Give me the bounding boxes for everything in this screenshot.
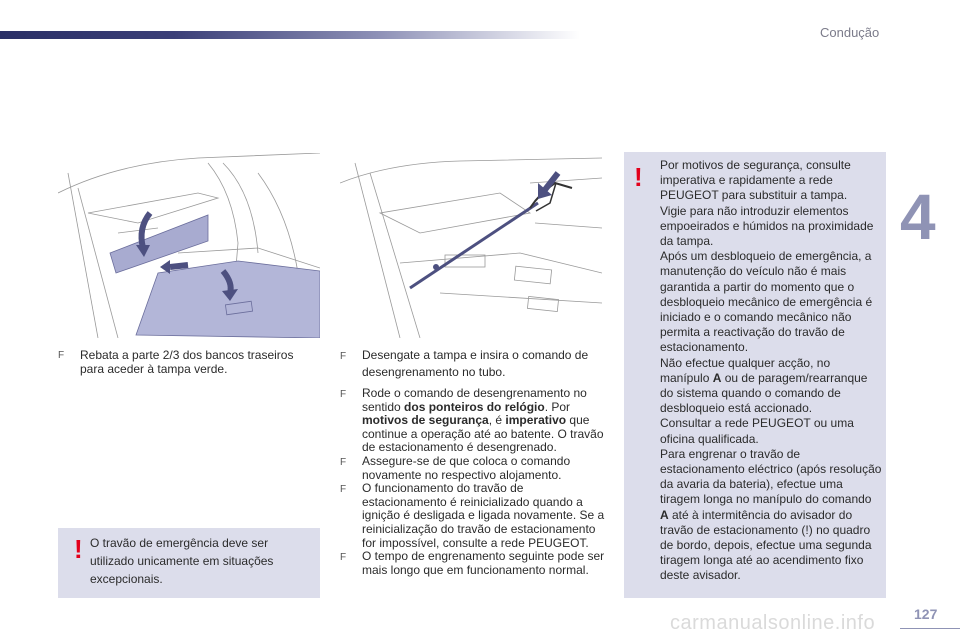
step-engage-time [340,550,605,577]
warning-para-4-a: Não efectue qualquer acção, no manípulo [660,355,831,385]
step-text: Assegure-se de que coloca o comando novamente no respectivo alojamento. [362,453,571,482]
release-tool [410,203,538,288]
step-insert-tool [340,347,605,381]
seatback-highlight [110,215,208,273]
illustration-release-tool [340,153,602,338]
bullet-mark: F [340,389,347,400]
step-rotate-tool [340,387,605,455]
warning-para-3: Após um desbloqueio de emergência, a manutenção do veículo não é mais garantida a partir do momento que o desbloqueio mecânico de emergência é iniciado e o comando mecânico não permita a reactivação do travão de estacionamento. [660,249,873,355]
step-fold-seat [58,348,308,377]
step-text-d: que continue a operação até ao batente. O travão de estacionamento é desengrenado. [362,413,604,455]
bullet-mark: F [340,552,347,564]
warning-para-6-bold: A [660,507,669,522]
warning-icon: ! [634,162,643,192]
step-text-b: . Por [544,399,571,414]
release-steps [340,347,605,577]
warning-safety-text [660,158,882,584]
seat-cushion-highlight [136,261,320,338]
page-number: 127 [914,606,938,622]
illustration-seat-folding [58,153,320,338]
warning-para-6-b: até à intermitência do avisador do travão de estacionamento (!) no quadro de bordo, depois, efectue uma segunda tiragem longa até ao acendimento fixo deste avisador. [660,507,872,583]
release-tool-drawing [340,153,602,338]
step-store-tool [340,455,605,482]
page-number-rule [900,628,960,629]
warning-para-6 [660,447,882,584]
step-text: Desengate a tampa e insira o comando de desengrenamento no tubo. [362,348,589,379]
warning-para-1: Por motivos de segurança, consulte imperativa e rapidamente a rede PEUGEOT para substituir a tampa. [660,158,851,203]
warning-icon: ! [74,534,83,564]
bullet-mark: F [340,484,347,496]
step-text-bold-a: dos ponteiros do relógio [404,399,545,414]
warning-safety [624,152,886,598]
step-text-c: , é [488,413,506,428]
step-reset-info [340,482,605,550]
warning-para-4-bold: A [712,370,722,385]
warning-para-4 [660,356,882,417]
seat-folding-drawing [58,153,320,338]
step-fold-seat-text: Rebata a parte 2/3 dos bancos traseiros para aceder à tampa verde. [80,348,294,377]
warning-para-4-b: ou de paragem/rearranque do sistema quando o comando de desbloqueio está accionado. [660,370,868,416]
bullet-mark: F [340,351,347,362]
section-title: Condução [820,25,880,40]
bullet-mark: F [340,456,347,468]
step-text-bold-c: imperativo [505,413,567,428]
warning-emergency-brake [58,528,320,598]
watermark: carmanualsonline.info [670,612,876,634]
step-text: O tempo de engrenamento seguinte pode ser mais longo que em funcionamento normal. [362,549,605,577]
chapter-number: 4 [900,181,936,253]
step-text: O funcionamento do travão de estacionamento é reinicializado quando a ignição é desligada e ligada novamente. Se a reinicialização do travão de estacionamento for impossível, consulte a rede PEUGEOT. [362,481,605,550]
step-text-a: Rode o comando de desengrenamento no sentido [362,386,587,414]
warning-para-6-a: Para engrenar o travão de estacionamento eléctrico (após resolução da avaria da bateria), efectue uma tiragem longa no manípulo do comando [660,446,882,507]
warning-para-5: Consultar a rede PEUGEOT ou uma oficina qualificada. [660,416,854,446]
warning-text: O travão de emergência deve ser utilizado unicamente em situações excepcionais. [90,536,274,586]
header-bar [0,31,580,39]
step-text-bold-b: motivos de segurança [362,413,489,428]
warning-para-2: Vigie para não introduzir elementos empoeirados e húmidos na proximidade da tampa. [660,203,874,249]
bullet-mark: F [58,350,65,361]
